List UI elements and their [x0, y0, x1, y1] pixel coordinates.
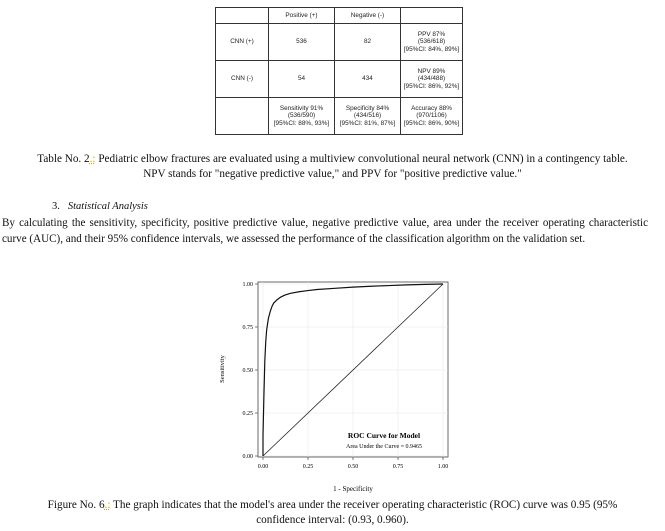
table-row [216, 24, 463, 61]
cell-line: (970/1106) [416, 112, 447, 120]
cell-line: Specificity 84% [345, 104, 390, 112]
cell-line: [95%CI: 86%, 90%] [403, 119, 460, 127]
specificity-cell [335, 98, 401, 135]
x-tick-label: 1.00 [437, 464, 449, 470]
table-caption-line1 [0, 152, 665, 167]
legend-title: ROC Curve for Model [347, 431, 421, 440]
y-axis-label: Sensitivity [219, 355, 226, 383]
table-header-empty [216, 8, 269, 24]
x-tick-label: 0.00 [257, 464, 269, 470]
cell-line: (536/590) [287, 112, 316, 120]
section-number: 3. [52, 201, 60, 212]
body-paragraph: By calculating the sensitivity, specificity, positive predictive value, negative predictive value, area under the receiver operating characteristic curve (AUC), and their 95% confidence intervals, we assessed the performance of the classification algorithm on the validation set. [2, 217, 648, 245]
cell-line: [95%CI: 84%, 89%] [403, 45, 460, 53]
table-cell: 536 [269, 24, 335, 61]
caption-text: Pediatric elbow fractures are evaluated using a multiview convolutional neural network (CNN) in a contingency table. [95, 153, 628, 165]
figure-caption [0, 498, 665, 528]
table-row [216, 98, 463, 135]
section-heading [52, 201, 148, 212]
cell-line: Accuracy 88% [411, 104, 452, 112]
x-tick-label: 0.25 [302, 464, 314, 470]
x-axis [258, 457, 449, 470]
caption-number: 6 [98, 499, 105, 511]
table-cell: 434 [335, 61, 401, 98]
table-cell: 82 [335, 24, 401, 61]
caption-separator: .: [89, 153, 96, 165]
y-axis [243, 282, 259, 460]
cell-line: (536/618) [417, 38, 446, 46]
contingency-table [215, 7, 463, 135]
caption-text: The graph indicates that the model's area under the receiver operating characteristic (ROC) curve was 0.95 (95% [110, 499, 618, 511]
y-tick-label: 0.75 [242, 325, 253, 331]
npv-cell [401, 61, 463, 98]
figure-caption-line2: confidence interval: (0.93, 0.960). [256, 514, 409, 526]
y-tick-label: 0.50 [242, 368, 253, 374]
table-row [216, 61, 463, 98]
table-header-positive: Positive (+) [269, 8, 335, 24]
table-header-negative: Negative (-) [335, 8, 401, 24]
table-header-summary [401, 8, 463, 24]
row-label: CNN (-) [216, 61, 269, 98]
cell-line: (434/488) [417, 75, 446, 83]
row-label: CNN (+) [216, 24, 269, 61]
cell-line: PPV 87% [417, 30, 446, 38]
cell-line: [95%CI: 86%, 92%] [403, 82, 460, 90]
table-caption-line2: NPV stands for "negative predictive value," and PPV for "positive predictive value." [143, 168, 522, 180]
table-caption [0, 152, 665, 182]
caption-prefix: Figure No. [47, 499, 99, 511]
legend-subtitle: Area Under the Curve = 0.9465 [345, 444, 423, 450]
cell-line: [95%CI: 88%, 93%] [273, 119, 330, 127]
cell-line: NPV 89% [417, 67, 446, 75]
section-title: Statistical Analysis [67, 201, 148, 212]
caption-prefix: Table No. [37, 153, 85, 165]
cell-line: Sensitivity 91% [279, 104, 324, 112]
figure-caption-line1 [0, 498, 665, 513]
cell-line: (434/516) [353, 112, 382, 120]
y-tick-label: 0.00 [242, 454, 253, 460]
table-cell-empty [216, 98, 269, 135]
table-cell: 54 [269, 61, 335, 98]
sensitivity-cell [269, 98, 335, 135]
x-tick-label: 0.75 [392, 464, 404, 470]
x-axis-label: 1 - Specificity [333, 485, 373, 493]
accuracy-cell [401, 98, 463, 135]
roc-chart [215, 272, 455, 497]
caption-number: 2 [84, 153, 90, 165]
ppv-cell [401, 24, 463, 61]
caption-separator: .: [104, 499, 111, 511]
y-tick-label: 1.00 [242, 282, 253, 288]
x-tick-label: 0.50 [347, 464, 359, 470]
cell-line: [95%CI: 81%, 87%] [339, 119, 396, 127]
y-tick-label: 0.25 [242, 411, 253, 417]
